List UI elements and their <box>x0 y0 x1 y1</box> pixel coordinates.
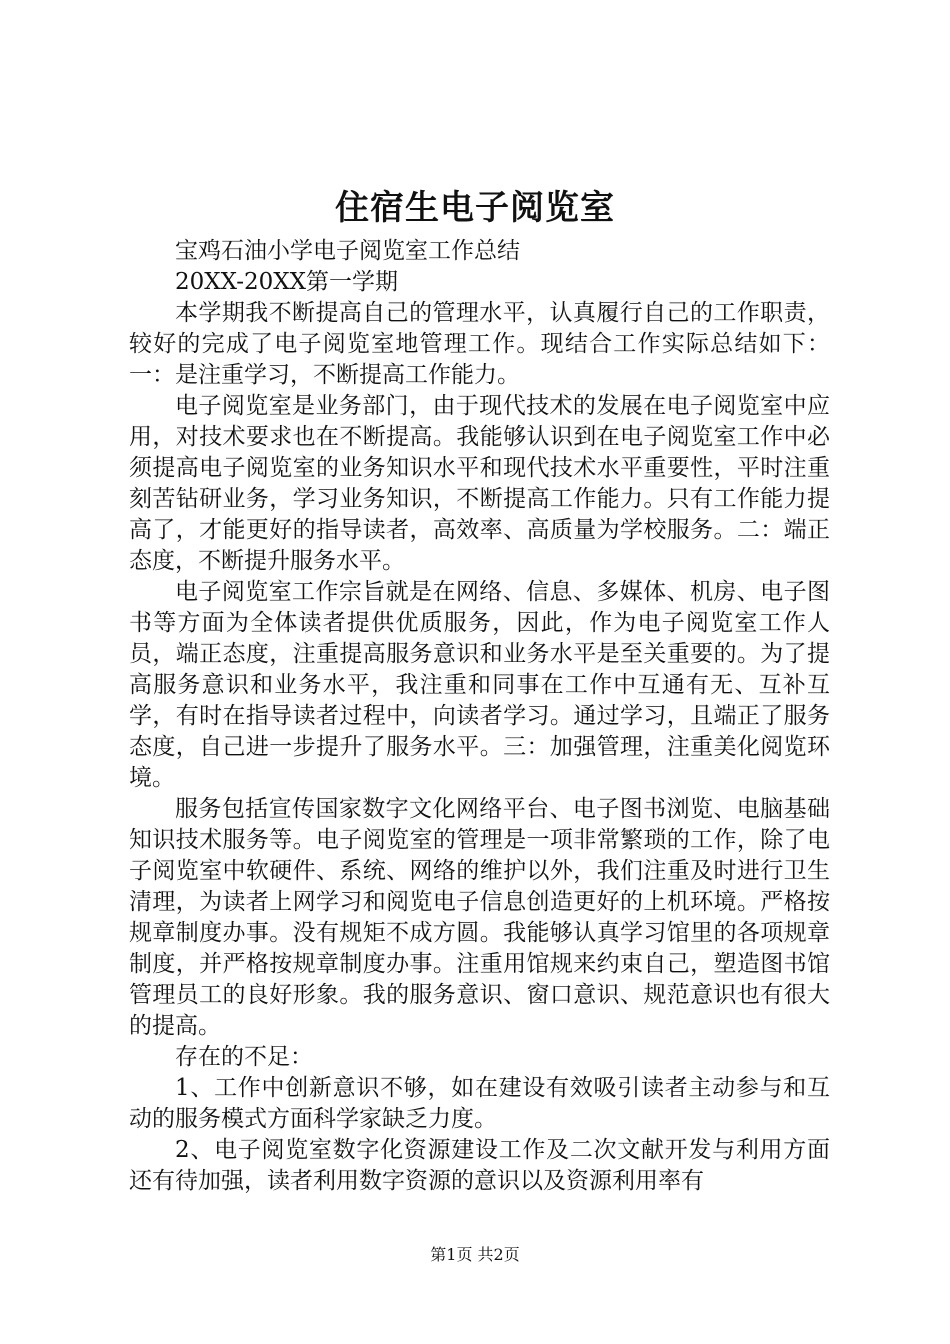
paragraph: 电子阅览室是业务部门，由于现代技术的发展在电子阅览室中应用，对技术要求也在不断提高。我能够认识到在电子阅览室工作中必须提高电子阅览室的业务知识水平和现代技术水平重要性，平时注重刻苦钻研业务，学习业务知识，不断提高工作能力。只有工作能力提高了，才能更好的指导读者，高效率、高质量为学校服务。二：端正态度，不断提升服务水平。 <box>129 393 830 574</box>
paragraph-semester: 20XX-20XX第一学期 <box>175 269 398 295</box>
paragraph: 本学期我不断提高自己的管理水平，认真履行自己的工作职责，较好的完成了电子阅览室地管理工作。现结合工作实际总结如下：一：是注重学习，不断提高工作能力。 <box>129 300 830 388</box>
paragraph-heading: 存在的不足： <box>175 1044 313 1070</box>
paragraph-list-item: 2、电子阅览室数字化资源建设工作及二次文献开发与利用方面还有待加强，读者利用数字资源的意识以及资源利用率有 <box>129 1137 830 1194</box>
paragraph-list-item: 1、工作中创新意识不够，如在建设有效吸引读者主动参与和互动的服务模式方面科学家缺乏力度。 <box>129 1075 830 1132</box>
page-number-footer: 第1页 共2页 <box>430 1245 520 1264</box>
document-body <box>129 236 830 1197</box>
paragraph-subtitle: 宝鸡石油小学电子阅览室工作总结 <box>175 238 520 264</box>
paragraph: 电子阅览室工作宗旨就是在网络、信息、多媒体、机房、电子图书等方面为全体读者提供优质服务，因此，作为电子阅览室工作人员，端正态度，注重提高服务意识和业务水平是至关重要的。为了提高服务意识和业务水平，我注重和同事在工作中互通有无、互补互学，有时在指导读者过程中，向读者学习。通过学习，且端正了服务态度，自己进一步提升了服务水平。三：加强管理，注重美化阅览环境。 <box>129 579 830 791</box>
paragraph: 服务包括宣传国家数字文化网络平台、电子图书浏览、电脑基础知识技术服务等。电子阅览室的管理是一项非常繁琐的工作，除了电子阅览室中软硬件、系统、网络的维护以外，我们注重及时进行卫生清理，为读者上网学习和阅览电子信息创造更好的上机环境。严格按规章制度办事。没有规矩不成方圆。我能够认真学习馆里的各项规章制度，并严格按规章制度办事。注重用馆规来约束自己，塑造图书馆管理员工的良好形象。我的服务意识、窗口意识、规范意识也有很大的提高。 <box>129 796 830 1039</box>
document-title: 住宿生电子阅览室 <box>335 188 615 228</box>
